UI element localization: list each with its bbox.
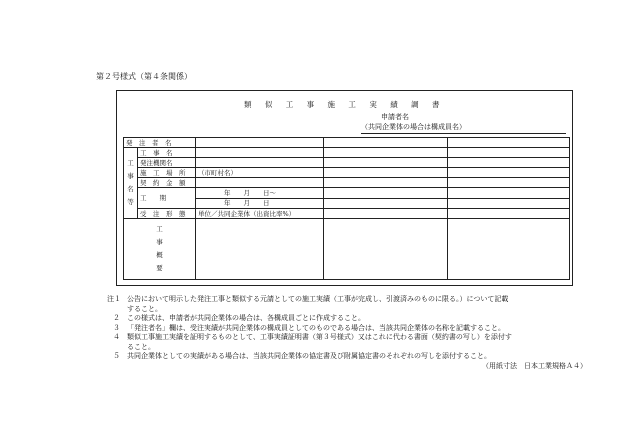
form-value: 単位／共同企業体（出資比率%） <box>196 209 324 219</box>
overview-label: 工 事 概 要 <box>124 219 196 280</box>
row-name <box>124 148 570 158</box>
note-4: ４ 類似工事施工実績を証明するものとして、工事実績証明書（第３号様式）又はこれに代わる書面（契約書の写し）を添付す ること。 <box>113 333 512 351</box>
cell[interactable] <box>324 188 448 199</box>
cell[interactable] <box>448 188 570 199</box>
form-title: 類 似 工 事 施 工 実 績 調 書 <box>244 100 445 109</box>
cell[interactable] <box>196 148 324 158</box>
location-value: （市町村名） <box>196 168 324 178</box>
note-2: ２ この様式は、申請者が共同企業体の場合は、各構成員ごとに作成すること。 <box>113 314 365 322</box>
period-start: 年 月 日～ <box>196 188 324 199</box>
cell[interactable] <box>324 158 448 168</box>
form-number: 第２号様式（第４条関係） <box>96 72 192 81</box>
period-label: 工 期 <box>138 188 196 209</box>
row-contract <box>124 178 570 188</box>
orderer-label: 発 注 者 名 <box>124 138 196 148</box>
note-1: 注１ 公告において明示した発注工事と類似する元請としての施工実績（工事が完成し、引渡済みのものに限る。）について記載 すること。 <box>107 295 509 313</box>
cell[interactable] <box>324 168 448 178</box>
row-form <box>124 209 570 219</box>
name-label: 工 事 名 <box>138 148 196 158</box>
form-frame <box>116 90 573 286</box>
row-period <box>124 188 570 199</box>
cell[interactable] <box>448 198 570 209</box>
cell[interactable] <box>196 178 324 188</box>
cell[interactable] <box>324 148 448 158</box>
applicant-label: 申請者名 <box>381 113 409 121</box>
cell[interactable] <box>196 138 324 148</box>
construction-group-label: 工 事 名 等 <box>124 148 138 219</box>
jv-note: （共同企業体の場合は構成員名） <box>361 122 566 134</box>
cell[interactable] <box>324 198 448 209</box>
form-label: 受 注 形 態 <box>138 209 196 219</box>
cell[interactable] <box>448 168 570 178</box>
notes <box>107 295 587 371</box>
agency-label: 発注機関名 <box>138 158 196 168</box>
row-location <box>124 168 570 178</box>
results-table <box>123 137 570 280</box>
cell[interactable] <box>324 138 448 148</box>
cell[interactable] <box>324 209 448 219</box>
cell[interactable] <box>324 178 448 188</box>
row-agency <box>124 158 570 168</box>
cell[interactable] <box>448 138 570 148</box>
cell[interactable] <box>448 178 570 188</box>
cell[interactable] <box>448 148 570 158</box>
row-orderer <box>124 138 570 148</box>
contract-label: 契 約 金 額 <box>138 178 196 188</box>
period-end: 年 月 日 <box>196 198 324 209</box>
cell[interactable] <box>448 209 570 219</box>
cell[interactable] <box>448 158 570 168</box>
paper-size: （用紙寸法 日本工業規格Ａ４） <box>482 361 587 370</box>
cell[interactable] <box>448 219 570 280</box>
note-3: ３ 「発注者名」欄は、受注実績が共同企業体の構成員としてのものである場合は、当該共同企業体の名称を記載すること。 <box>113 323 505 332</box>
cell[interactable] <box>196 219 324 280</box>
location-label: 施 工 場 所 <box>138 168 196 178</box>
cell[interactable] <box>196 158 324 168</box>
row-overview <box>124 219 570 280</box>
cell[interactable] <box>324 219 448 280</box>
note-5: ５ 共同企業体としての実績がある場合は、当該共同企業体の協定書及び附属協定書のそれぞれの写しを添付すること。 <box>113 352 491 360</box>
